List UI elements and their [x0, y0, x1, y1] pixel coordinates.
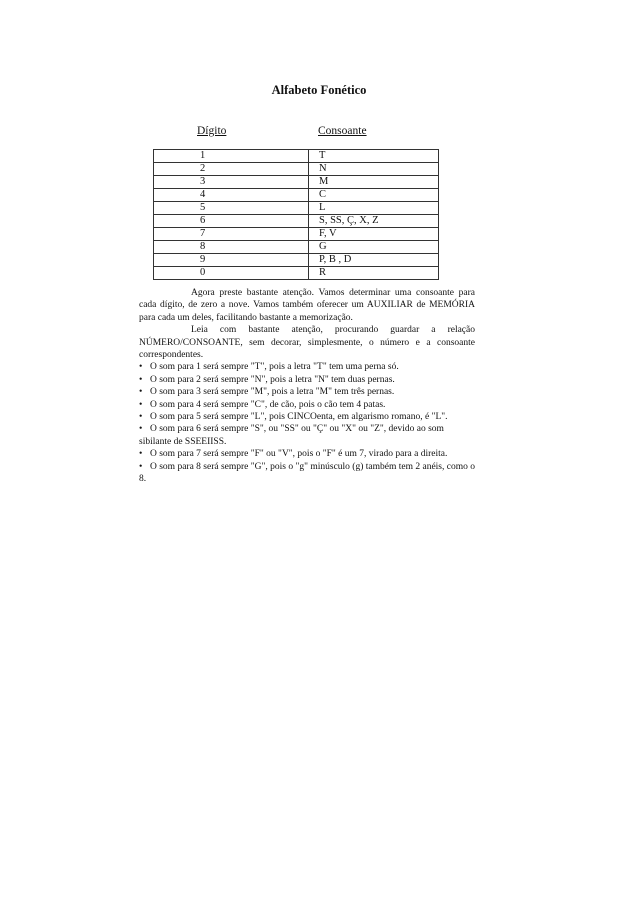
- list-item: [139, 386, 475, 398]
- digit-cell: 6: [154, 215, 309, 228]
- digit-column-header: Dígito: [197, 125, 227, 137]
- table-row: [154, 228, 439, 241]
- table-row: [154, 163, 439, 176]
- consonant-cell: T: [309, 150, 439, 163]
- consonant-cell: L: [309, 202, 439, 215]
- consonant-cell: P, B , D: [309, 254, 439, 267]
- bullet-icon: •: [139, 449, 143, 460]
- digit-cell: 9: [154, 254, 309, 267]
- consonant-cell: S, SS, Ç, X, Z: [309, 215, 439, 228]
- list-item: [139, 448, 475, 460]
- list-item-text: O som para 8 será sempre "G", pois o "g" minúsculo (g) também tem 2 anéis, como o 8.: [139, 461, 475, 485]
- list-item-text: O som para 5 será sempre "L", pois CINCOenta, em algarismo romano, é "L".: [150, 412, 448, 423]
- list-item: [139, 411, 475, 423]
- list-item-text: O som para 2 será sempre "N", pois a letra "N" tem duas pernas.: [150, 374, 395, 385]
- bullet-icon: •: [139, 424, 143, 435]
- table-row: [154, 176, 439, 189]
- table-row: [154, 215, 439, 228]
- phonetic-alphabet-table: [153, 149, 439, 280]
- table-row: [154, 241, 439, 254]
- table-row: [154, 150, 439, 163]
- table-row: [154, 267, 439, 280]
- list-item: [139, 399, 475, 411]
- consonant-cell: G: [309, 241, 439, 254]
- digit-cell: 8: [154, 241, 309, 254]
- page-title: Alfabeto Fonético: [271, 83, 367, 97]
- list-item: [139, 374, 475, 386]
- digit-cell: 2: [154, 163, 309, 176]
- digit-cell: 4: [154, 189, 309, 202]
- consonant-cell: F, V: [309, 228, 439, 241]
- bullet-icon: •: [139, 362, 143, 373]
- digit-cell: 5: [154, 202, 309, 215]
- list-item-text: O som para 3 será sempre "M", pois a letra "M" tem três pernas.: [150, 387, 395, 398]
- list-item-text: O som para 4 será sempre "C", de cão, pois o cão tem 4 patas.: [150, 399, 386, 410]
- list-item-text: O som para 6 será sempre "S", ou "SS" ou "Ç" ou "X" ou "Z", devido ao som sibilante de SSEEIISS.: [139, 424, 444, 447]
- digit-cell: 1: [154, 150, 309, 163]
- consonant-column-header: Consoante: [318, 125, 367, 137]
- bullet-icon: •: [139, 399, 143, 410]
- table-row: [154, 189, 439, 202]
- consonant-cell: C: [309, 189, 439, 202]
- list-item: [139, 423, 475, 448]
- table-row: [154, 254, 439, 267]
- bullet-icon: •: [139, 412, 143, 423]
- bullet-icon: •: [139, 387, 143, 398]
- intro-paragraph: Agora preste bastante atenção. Vamos determinar uma consoante para cada dígito, de zero a nove. Vamos também oferecer um AUXILIAR de MEMÓRIA para cada um deles, facilitando bastante a memorização.: [139, 288, 475, 323]
- list-item: [139, 361, 475, 373]
- digit-cell: 0: [154, 267, 309, 280]
- bullet-icon: •: [139, 461, 143, 472]
- table-row: [154, 202, 439, 215]
- digit-cell: 7: [154, 228, 309, 241]
- list-item: [139, 461, 475, 486]
- consonant-cell: M: [309, 176, 439, 189]
- body-text: [139, 287, 475, 486]
- bullet-icon: •: [139, 374, 143, 385]
- list-item-text: O som para 7 será sempre "F" ou "V", pois o "F" é um 7, virado para a direita.: [150, 449, 448, 460]
- digit-cell: 3: [154, 176, 309, 189]
- consonant-cell: N: [309, 163, 439, 176]
- list-item-text: O som para 1 será sempre "T", pois a letra "T" tem uma perna só.: [150, 362, 399, 373]
- instruction-paragraph: Leia com bastante atenção, procurando guardar a relação NÚMERO/CONSOANTE, sem decorar, simplesmente, o número e a consoante correspondentes.: [139, 325, 475, 361]
- consonant-cell: R: [309, 267, 439, 280]
